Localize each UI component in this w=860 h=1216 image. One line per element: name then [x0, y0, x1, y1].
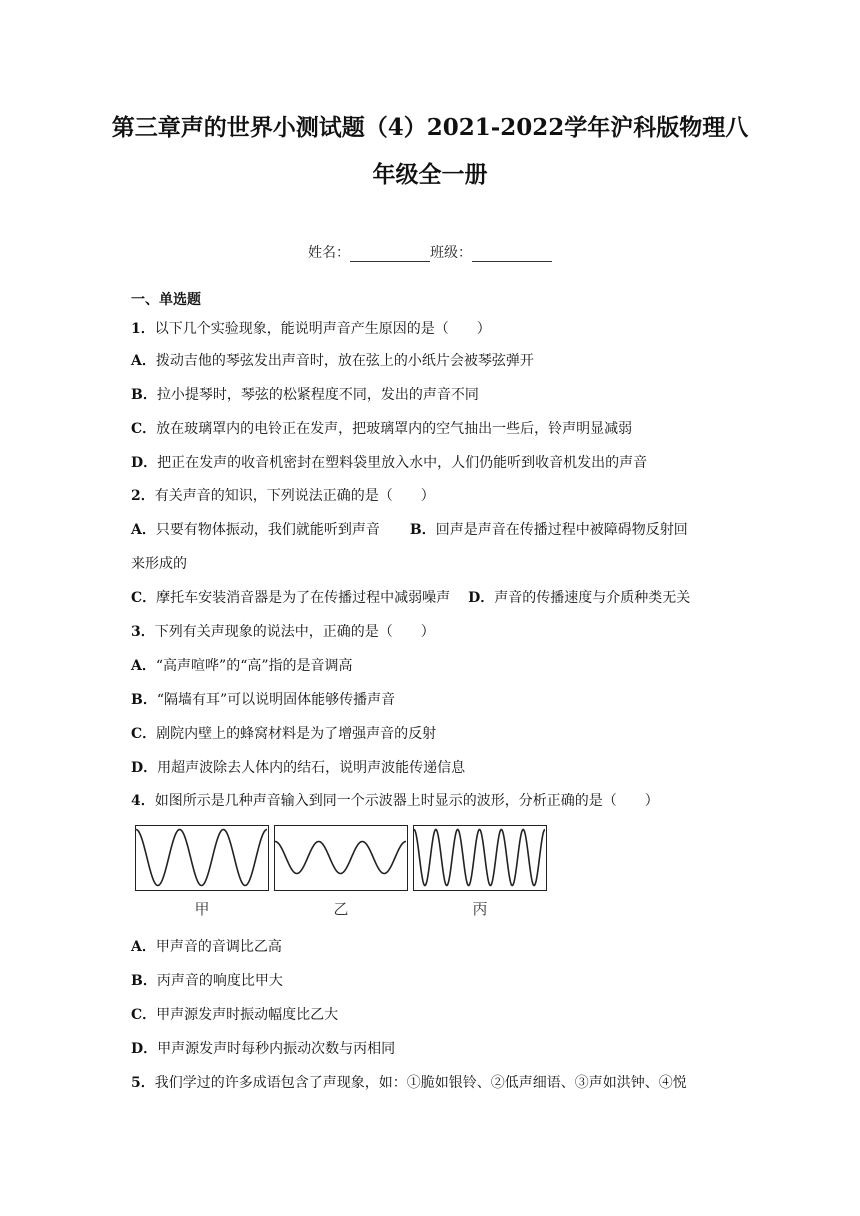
name-blank: [350, 247, 430, 262]
student-info: [0, 242, 860, 262]
question-3-stem: 3．下列有关声现象的说法中，正确的是（ ）: [131, 624, 435, 640]
q3-option-c: C．剧院内壁上的蜂窝材料是为了增强声音的反射: [131, 726, 437, 742]
q3-option-b: B．“隔墙有耳”可以说明固体能够传播声音: [131, 692, 396, 708]
q1-option-b: B．拉小提琴时，琴弦的松紧程度不同，发出的声音不同: [131, 387, 479, 403]
question-1-stem: 1．以下几个实验现象，能说明声音产生原因的是（ ）: [131, 321, 491, 337]
waveform-bing-wave: [414, 826, 545, 889]
question-5-stem: 5．我们学过的许多成语包含了声现象，如：①脆如银铃、②低声细语、③声如洪钟、④悦: [131, 1075, 687, 1091]
waveform-yi-box: [274, 825, 408, 891]
q4-option-d: D．甲声源发声时每秒内振动次数与丙相同: [131, 1041, 396, 1057]
question-2-stem: 2．有关声音的知识，下列说法正确的是（ ）: [131, 488, 435, 504]
q4-option-c: C．甲声源发声时振动幅度比乙大: [131, 1007, 339, 1023]
q4-option-b: B．丙声音的响度比甲大: [131, 973, 283, 989]
q4-option-a: A．甲声音的音调比乙高: [131, 939, 282, 955]
q3-option-d: D．用超声波除去人体内的结石，说明声波能传递信息: [131, 760, 466, 776]
title-line-2: 年级全一册: [372, 161, 488, 188]
class-blank: [472, 247, 552, 262]
waveform-yi-wave: [275, 826, 406, 889]
name-label: 姓名：: [308, 245, 350, 261]
section-heading: 一、单选题: [131, 292, 201, 308]
q2-option-b-continued: 来形成的: [131, 556, 187, 572]
q2-options-cd: C．摩托车安装消音器是为了在传播过程中减弱噪声 D．声音的传播速度与介质种类无关: [131, 590, 691, 606]
class-label: 班级：: [430, 245, 472, 261]
label-jia: 甲: [194, 900, 210, 918]
q1-option-a: A．拨动吉他的琴弦发出声音时，放在弦上的小纸片会被琴弦弹开: [131, 353, 534, 369]
waveform-bing-box: [413, 825, 547, 891]
question-4-stem: 4．如图所示是几种声音输入到同一个示波器上时显示的波形，分析正确的是（ ）: [131, 793, 659, 809]
waveform-jia-wave: [136, 826, 267, 889]
waveform-jia-box: [135, 825, 269, 891]
q3-option-a: A．“高声喧哗”的“高”指的是音调高: [131, 658, 353, 674]
label-bing: 丙: [472, 900, 488, 918]
q1-option-d: D．把正在发声的收音机密封在塑料袋里放入水中，人们仍能听到收音机发出的声音: [131, 455, 648, 471]
q1-option-c: C．放在玻璃罩内的电铃正在发声，把玻璃罩内的空气抽出一些后，铃声明显减弱: [131, 421, 633, 437]
title-line-1: 第三章声的世界小测试题（4）2021-2022学年沪科版物理八: [111, 114, 749, 141]
label-yi: 乙: [333, 900, 349, 918]
document-title: [110, 104, 750, 198]
q2-options-ab: A．只要有物体振动，我们就能听到声音 B．回声是声音在传播过程中被障碍物反射回: [131, 522, 688, 538]
